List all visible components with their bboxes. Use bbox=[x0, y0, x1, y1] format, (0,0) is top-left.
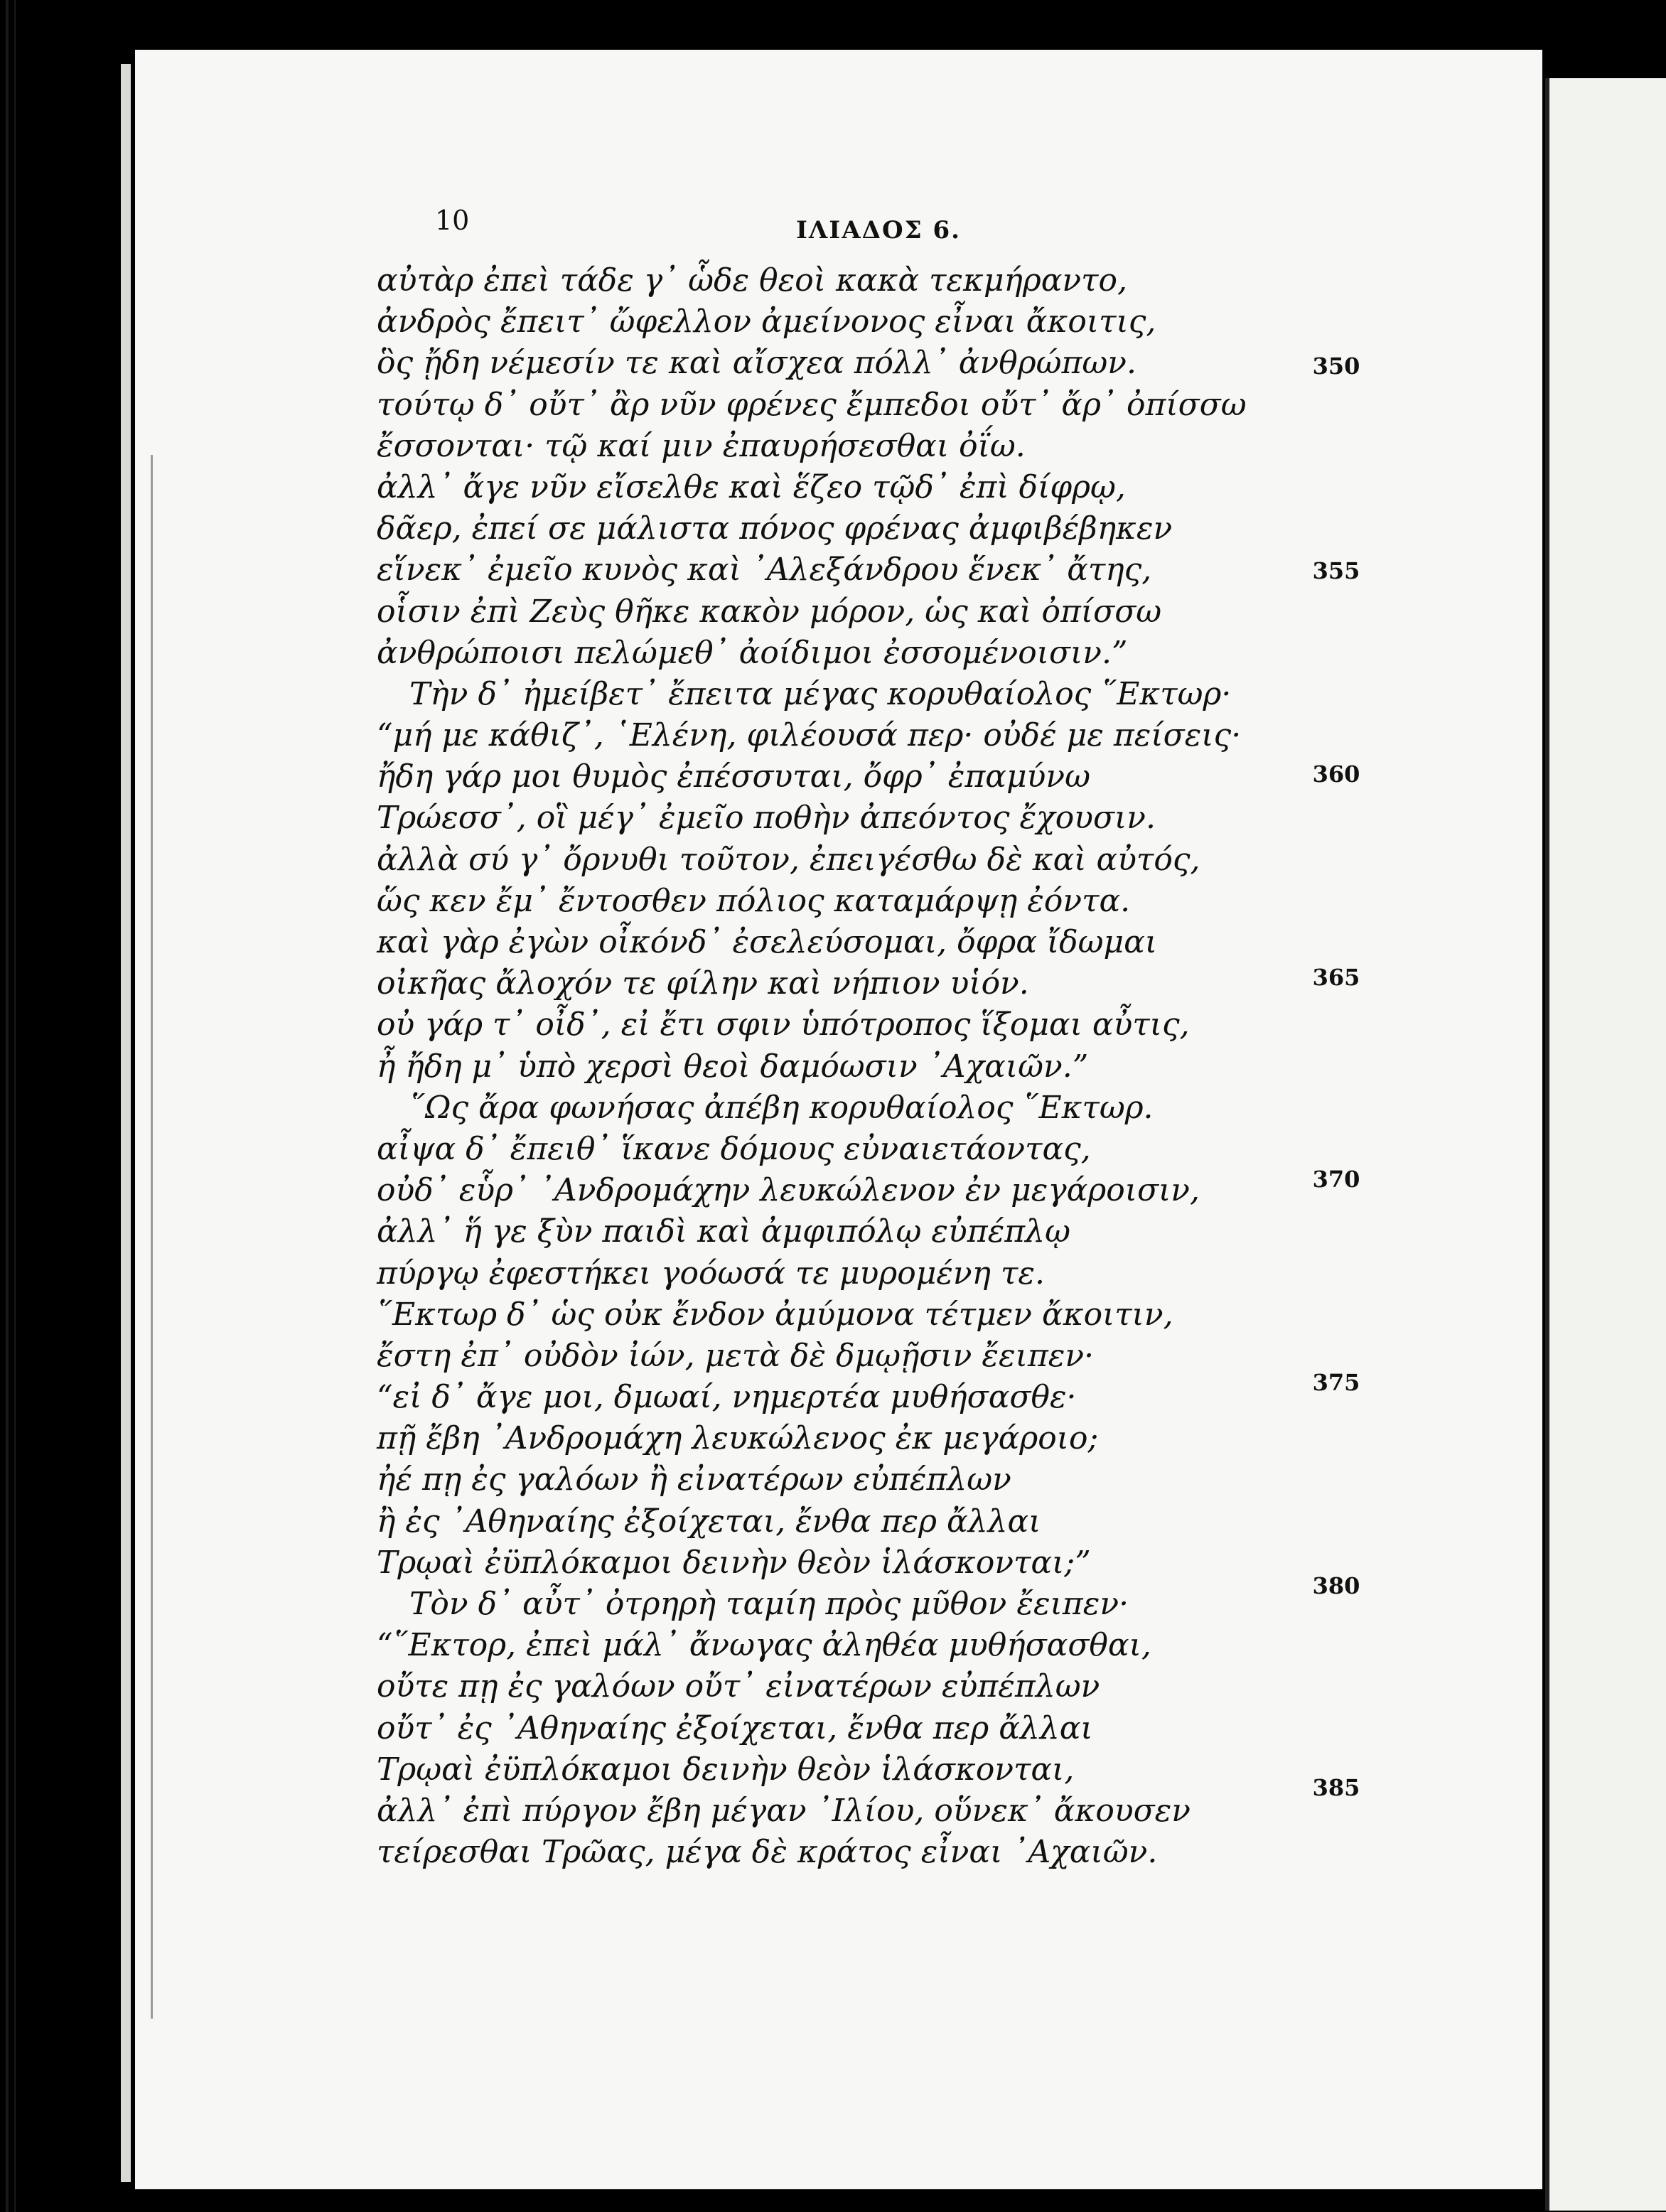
verse-line: πύργῳ ἐφεστήκει γοόωσά τε μυρομένη τε. bbox=[377, 1255, 1045, 1292]
verse-line: ἀλλ᾽ ἥ γε ξὺν παιδὶ καὶ ἀμφιπόλῳ εὐπέπλῳ bbox=[377, 1213, 1070, 1250]
verse-block bbox=[377, 260, 1286, 1873]
verse-line: αἶψα δ᾽ ἔπειθ᾽ ἵκανε δόμους εὐναιετάοντας, bbox=[377, 1130, 1091, 1167]
verse-line: ῞Εκτωρ δ᾽ ὡς οὐκ ἔνδον ἀμύμονα τέτμεν ἄκοιτιν, bbox=[377, 1296, 1173, 1333]
line-number: 370 bbox=[1312, 1166, 1360, 1193]
verse-line: αὐτὰρ ἐπεὶ τάδε γ᾽ ὧδε θεοὶ κακὰ τεκμήραντο, bbox=[377, 262, 1127, 299]
verse-line: ἔσσονται· τῷ καί μιν ἐπαυρήσεσθαι ὀΐω. bbox=[377, 427, 1026, 464]
page-number: 10 bbox=[435, 205, 470, 236]
verse-line: “῞Εκτορ, ἐπεὶ μάλ᾽ ἄνωγας ἀληθέα μυθήσασθαι, bbox=[377, 1627, 1151, 1664]
line-number: 375 bbox=[1312, 1369, 1360, 1396]
verse-line: ὥς κεν ἔμ᾽ ἔντοσθεν πόλιος καταμάρψῃ ἐόντα. bbox=[377, 882, 1131, 919]
verse-line: δᾶερ, ἐπεί σε μάλιστα πόνος φρένας ἀμφιβέβηκεν bbox=[377, 510, 1173, 547]
line-number: 380 bbox=[1312, 1572, 1360, 1599]
line-number: 365 bbox=[1312, 964, 1360, 991]
line-number: 360 bbox=[1312, 761, 1360, 788]
verse-line: Τρῳαὶ ἐϋπλόκαμοι δεινὴν θεὸν ἱλάσκονται, bbox=[377, 1751, 1075, 1788]
verse-line: Τρώεσσ᾽, οἳ μέγ᾽ ἐμεῖο ποθὴν ἀπεόντος ἔχουσιν. bbox=[377, 800, 1156, 837]
verse-line: ἀνδρὸς ἔπειτ᾽ ὤφελλον ἀμείνονος εἶναι ἄκοιτις, bbox=[377, 304, 1156, 340]
verse-line: ἤδη γάρ μοι θυμὸς ἐπέσσυται, ὄφρ᾽ ἐπαμύνω bbox=[377, 758, 1090, 795]
verse-line: Τρῳαὶ ἐϋπλόκαμοι δεινὴν θεὸν ἱλάσκονται;” bbox=[377, 1544, 1091, 1581]
verse-line: ἔστη ἐπ᾽ οὐδὸν ἰών, μετὰ δὲ δμῳῇσιν ἔειπεν· bbox=[377, 1337, 1095, 1374]
verse-line: ὃς ᾔδη νέμεσίν τε καὶ αἴσχεα πόλλ᾽ ἀνθρώπων. bbox=[377, 345, 1137, 382]
verse-line: οὔτ᾽ ἐς ᾽Αθηναίης ἐξοίχεται, ἔνθα περ ἄλλαι bbox=[377, 1709, 1093, 1746]
verse-line: ἦ ἤδη μ᾽ ὑπὸ χερσὶ θεοὶ δαμόωσιν ᾽Αχαιῶν.” bbox=[377, 1048, 1089, 1085]
verse-line: ἠέ πῃ ἐς γαλόων ἢ εἰνατέρων εὐπέπλων bbox=[377, 1461, 1011, 1498]
line-number: 385 bbox=[1312, 1774, 1360, 1801]
verse-line: Τὸν δ᾽ αὖτ᾽ ὀτρηρὴ ταμίη πρὸς μῦθον ἔειπεν· bbox=[409, 1586, 1129, 1622]
verse-line: καὶ γὰρ ἐγὼν οἶκόνδ᾽ ἐσελεύσομαι, ὄφρα ἴδωμαι bbox=[377, 924, 1158, 960]
verse-line: οἷσιν ἐπὶ Ζεὺς θῆκε κακὸν μόρον, ὡς καὶ ὀπίσσω bbox=[377, 593, 1162, 630]
running-title: ΙΛΙΑΔΟΣ 6. bbox=[796, 216, 961, 245]
verse-line: οὔτε πῃ ἐς γαλόων οὔτ᾽ εἰνατέρων εὐπέπλων bbox=[377, 1668, 1100, 1705]
verse-line: “εἰ δ᾽ ἄγε μοι, δμωαί, νημερτέα μυθήσασθε· bbox=[377, 1379, 1077, 1416]
verse-line: οἰκῆας ἄλοχόν τε φίλην καὶ νήπιον υἱόν. bbox=[377, 965, 1029, 1002]
verse-line: οὐδ᾽ εὗρ᾽ ᾽Ανδρομάχην λευκώλενον ἐν μεγάροισιν, bbox=[377, 1172, 1200, 1209]
verse-line: τούτῳ δ᾽ οὔτ᾽ ἂρ νῦν φρένες ἔμπεδοι οὔτ᾽ ἄρ᾽ ὀπίσσω bbox=[377, 386, 1247, 423]
verse-line: εἵνεκ᾽ ἐμεῖο κυνὸς καὶ ᾽Αλεξάνδρου ἕνεκ᾽ ἄτης, bbox=[377, 552, 1152, 589]
verse-line: ἀλλ᾽ ἄγε νῦν εἴσελθε καὶ ἕζεο τῷδ᾽ ἐπὶ δίφρῳ, bbox=[377, 468, 1126, 505]
verse-line: ἀνθρώποισι πελώμεθ᾽ ἀοίδιμοι ἐσσομένοισιν.” bbox=[377, 634, 1128, 671]
verse-line: ἀλλ᾽ ἐπὶ πύργον ἔβη μέγαν ᾽Ιλίου, οὕνεκ᾽ ἄκουσεν bbox=[377, 1792, 1191, 1829]
verse-line: πῇ ἔβη ᾽Ανδρομάχη λευκώλενος ἐκ μεγάροιο; bbox=[377, 1420, 1099, 1457]
line-number: 355 bbox=[1312, 557, 1360, 584]
verse-line: Τὴν δ᾽ ἠμείβετ᾽ ἔπειτα μέγας κορυθαίολος ῞Εκτωρ· bbox=[409, 675, 1232, 712]
facing-page-edge bbox=[1545, 78, 1666, 2211]
verse-line: ἀλλὰ σύ γ᾽ ὄρνυθι τοῦτον, ἐπειγέσθω δὲ καὶ αὐτός, bbox=[377, 841, 1200, 878]
verse-line: “μή με κάθιζ᾽, ῾Ελένη, φιλέουσά περ· οὐδέ με πείσεις· bbox=[377, 717, 1242, 754]
line-number: 350 bbox=[1312, 353, 1360, 380]
verse-line: ἢ ἐς ᾽Αθηναίης ἐξοίχεται, ἔνθα περ ἄλλαι bbox=[377, 1503, 1041, 1540]
verse-line: οὐ γάρ τ᾽ οἶδ᾽, εἰ ἔτι σφιν ὑπότροπος ἵξομαι αὖτις, bbox=[377, 1006, 1190, 1043]
verse-line: ῞Ως ἄρα φωνήσας ἀπέβη κορυθαίολος ῞Εκτωρ. bbox=[409, 1089, 1154, 1126]
verse-line: τείρεσθαι Τρῶας, μέγα δὲ κράτος εἶναι ᾽Αχαιῶν. bbox=[377, 1834, 1158, 1871]
